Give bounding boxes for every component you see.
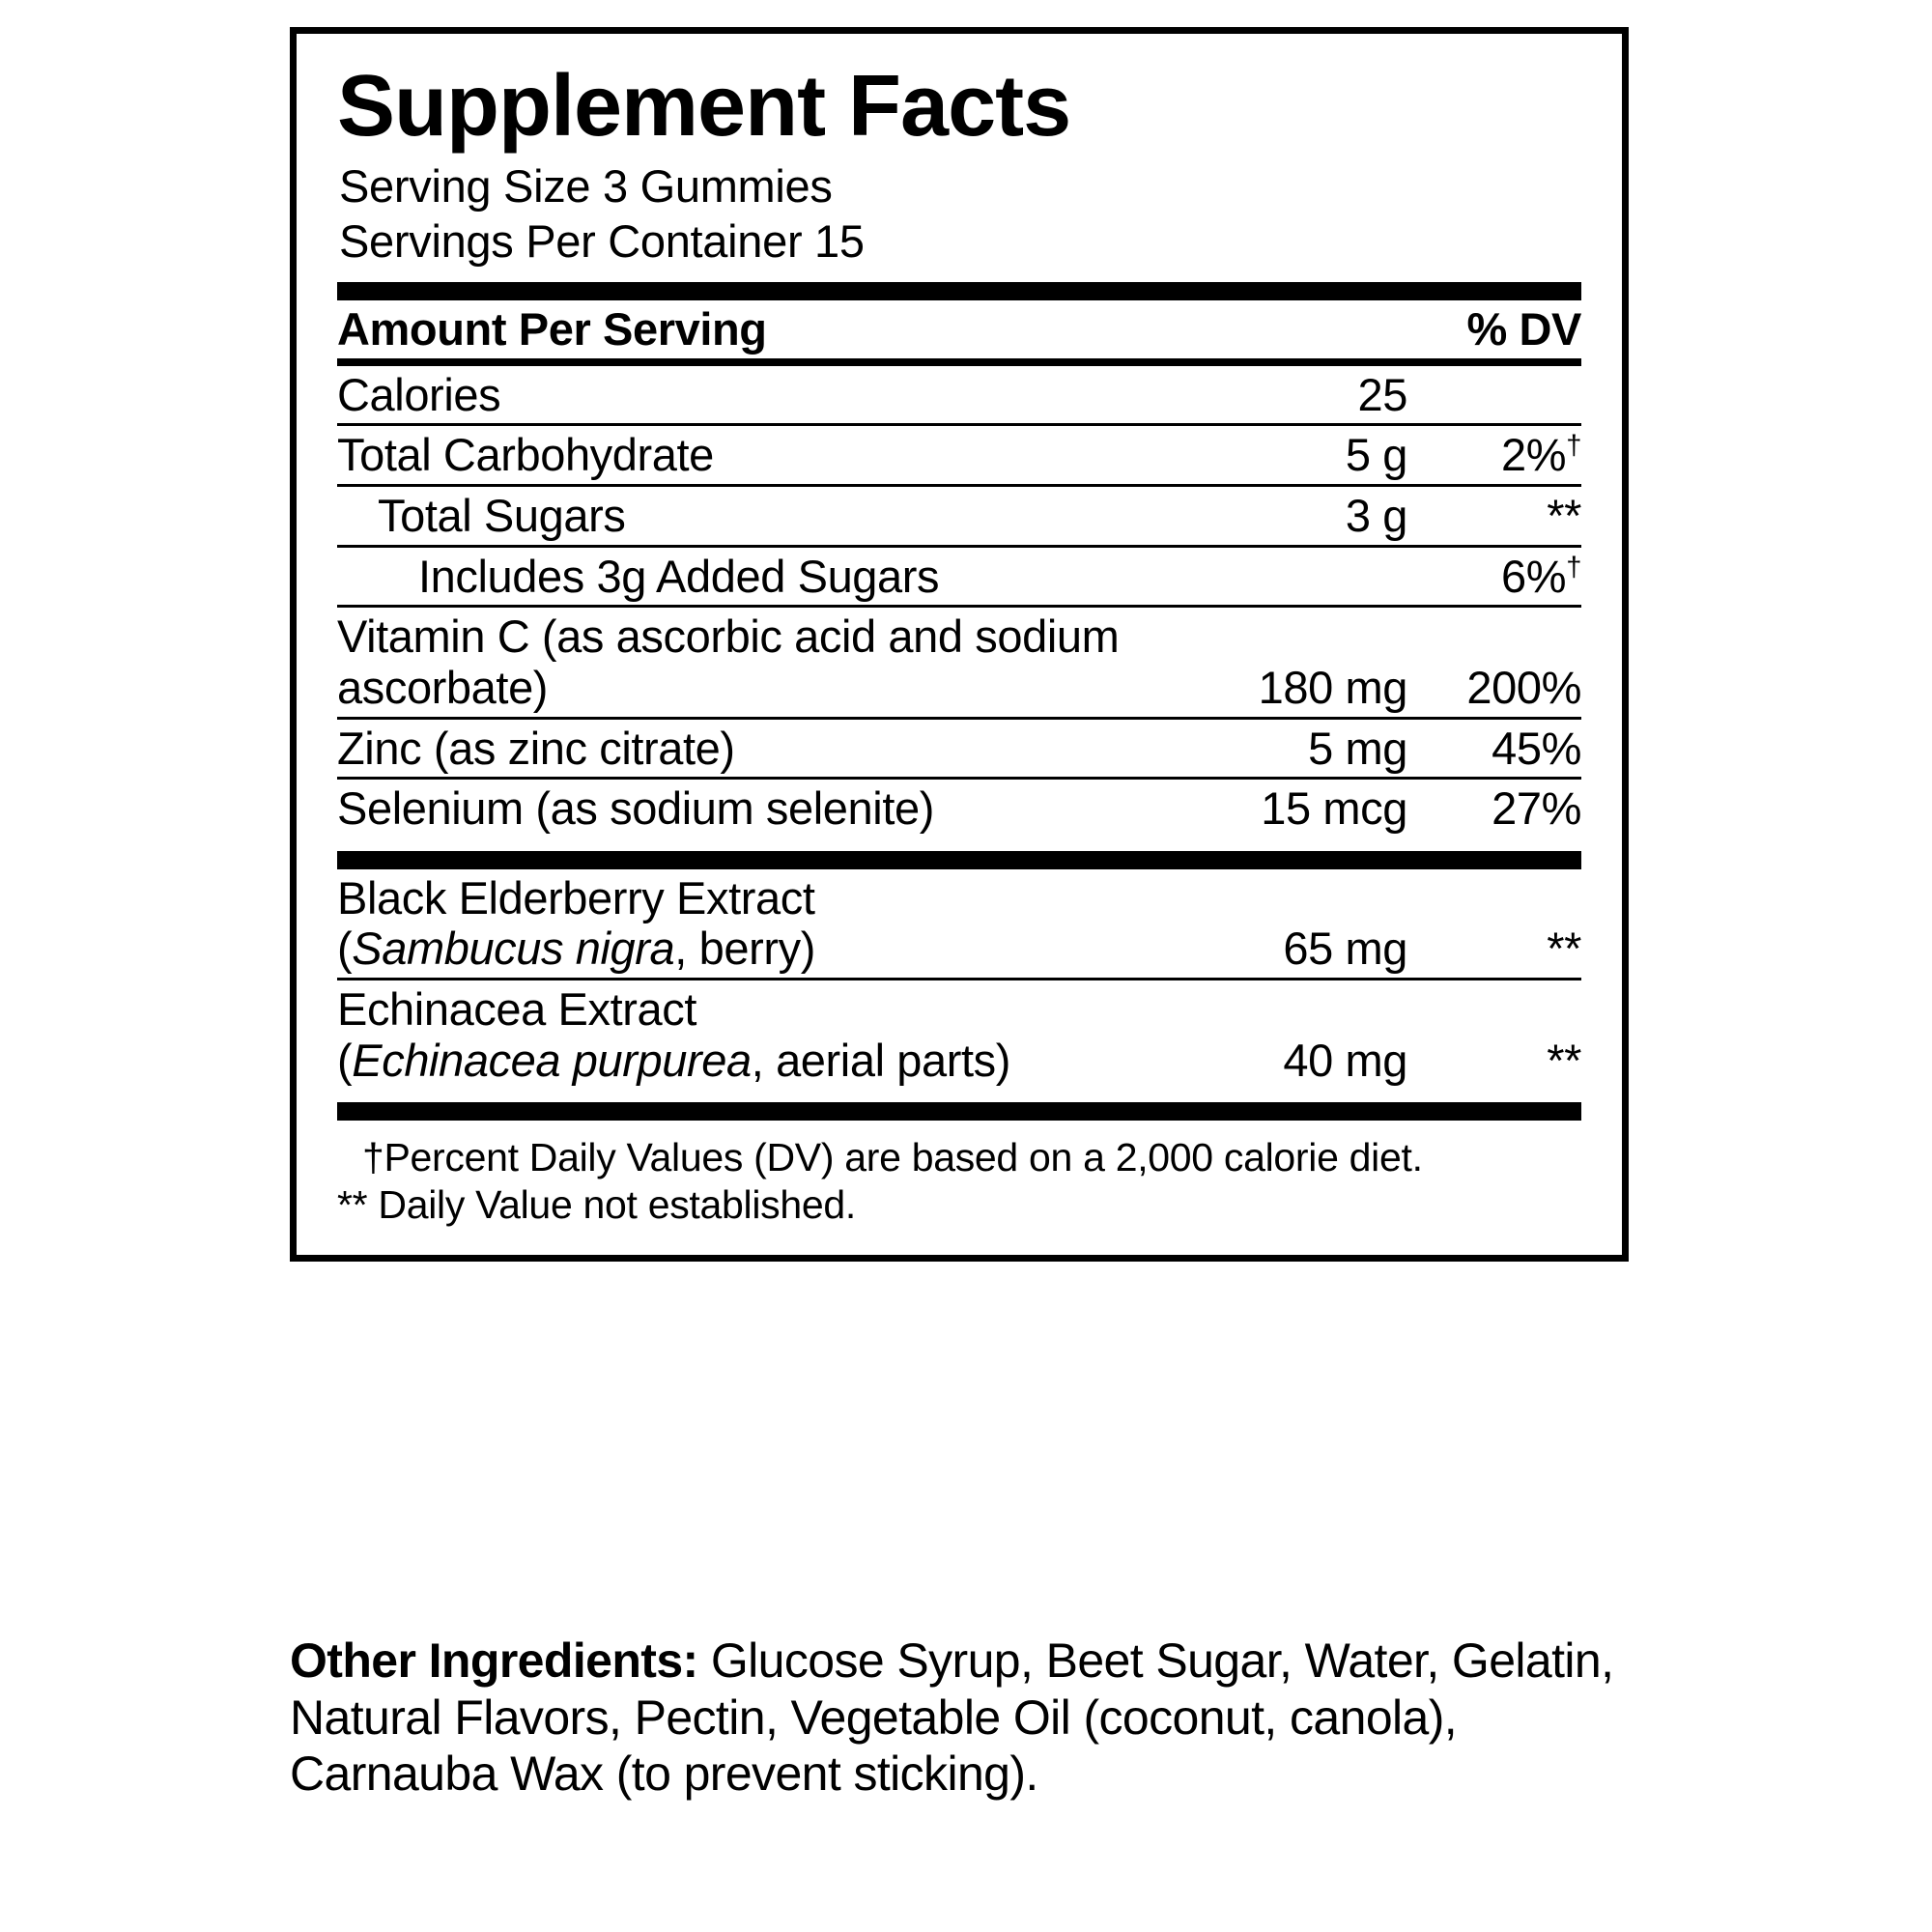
row-amount: 65 mg (1283, 923, 1407, 975)
botanical-latin-name: Echinacea purpurea (352, 1034, 752, 1086)
row-dv: 200% (1407, 607, 1581, 718)
row-name: Total Carbohydrate (337, 425, 1166, 486)
row-dv: 6%† (1407, 546, 1581, 607)
row-name: Echinacea Extract (Echinacea purpurea, aerial parts) (337, 980, 1166, 1090)
table-row (337, 546, 1581, 607)
row-amount (1166, 546, 1407, 607)
panel-title: Supplement Facts (337, 58, 1071, 155)
row-dv: 45% (1407, 718, 1581, 779)
dagger-mark: † (1566, 552, 1581, 582)
row-dv: 2%† (1407, 425, 1581, 486)
table-row (337, 869, 1581, 980)
row-amount: 180 mg (1166, 607, 1407, 718)
header-percent-dv: % DV (1466, 303, 1581, 355)
botanicals-table (337, 869, 1581, 1090)
row-name: Total Sugars (337, 486, 1166, 547)
botanical-common-name: Black Elderberry Extract (337, 871, 815, 923)
footnote-not-established: ** Daily Value not established. (337, 1182, 856, 1228)
header-amount-per-serving: Amount Per Serving (337, 303, 767, 355)
table-row (337, 718, 1581, 779)
other-ingredients (290, 1633, 1662, 1803)
table-header-row (337, 300, 1581, 358)
row-name: Includes 3g Added Sugars (337, 546, 1166, 607)
row-amount: 3 g (1166, 486, 1407, 547)
table-row (337, 779, 1581, 838)
row-dv: ** (1407, 980, 1581, 1090)
row-dv: ** (1407, 486, 1581, 547)
divider-thick-top (337, 282, 1581, 300)
row-dv (1407, 366, 1581, 425)
divider-thick-footnotes (337, 1102, 1581, 1121)
nutrition-table (337, 300, 1581, 358)
dagger-mark: † (1566, 430, 1581, 462)
row-dv: 27% (1407, 779, 1581, 838)
row-name: Calories (337, 368, 501, 420)
row-name: Black Elderberry Extract (Sambucus nigra, berry) (337, 871, 815, 975)
botanical-part: , berry) (674, 923, 815, 975)
botanical-part: , aerial parts) (751, 1034, 1011, 1086)
footnote-daily-values: †Percent Daily Values (DV) are based on a 2,000 calorie diet. (362, 1135, 1423, 1180)
row-dv: ** (1547, 923, 1581, 975)
row-name: Vitamin C (as ascorbic acid and sodium ascorbate) (337, 607, 1166, 718)
serving-size: Serving Size 3 Gummies (339, 159, 833, 212)
table-row (337, 486, 1581, 547)
other-ingredients-label: Other Ingredients: (290, 1634, 698, 1688)
table-row (337, 366, 1581, 425)
row-amount: 15 mcg (1166, 779, 1407, 838)
servings-per-container: Servings Per Container 15 (339, 214, 865, 267)
row-name: Selenium (as sodium selenite) (337, 779, 1166, 838)
header-amount-spacer (1166, 300, 1407, 358)
botanical-common-name: Echinacea Extract (337, 983, 696, 1036)
table-row (337, 425, 1581, 486)
nutrient-rows (337, 366, 1581, 838)
supplement-facts-panel (290, 27, 1629, 1262)
divider-under-header (337, 358, 1581, 366)
botanical-latin-name: Sambucus nigra (352, 923, 675, 975)
row-amount: 5 g (1166, 425, 1407, 486)
table-row (337, 607, 1581, 718)
footnotes (337, 1134, 1581, 1229)
table-row (337, 980, 1581, 1090)
divider-thick-botanicals (337, 851, 1581, 869)
row-name: Zinc (as zinc citrate) (337, 718, 1166, 779)
row-amount: 25 (1357, 368, 1407, 420)
row-amount: 40 mg (1166, 980, 1407, 1090)
other-ingredients-text: Glucose Syrup, Beet Sugar, Water, Gelatin, Natural Flavors, Pectin, Vegetable Oil (coconut, canola), Carnauba Wax (to prevent sticking). (290, 1634, 1614, 1801)
row-amount: 5 mg (1166, 718, 1407, 779)
